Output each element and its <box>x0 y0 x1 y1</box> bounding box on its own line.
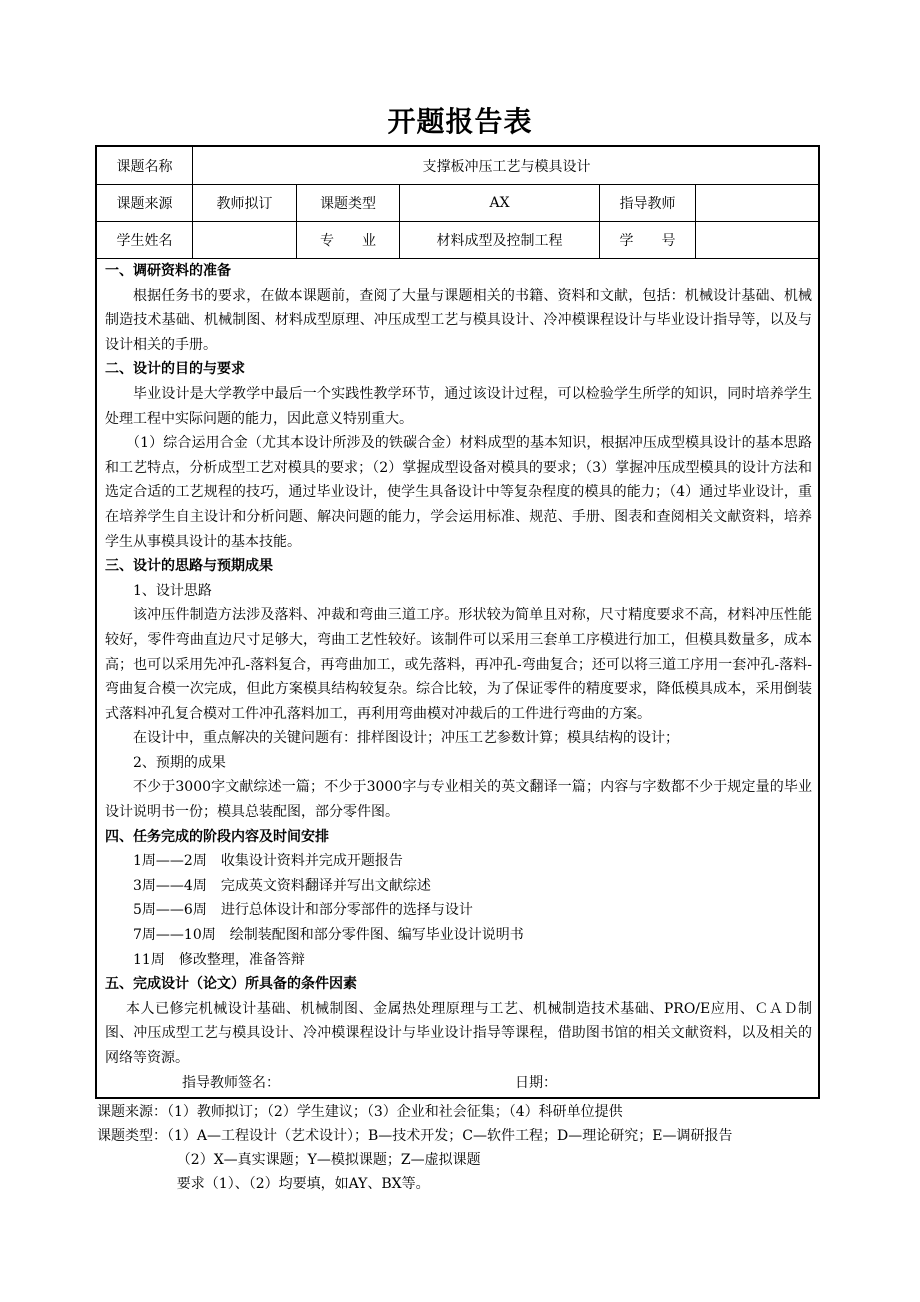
section-3-subheading-2: 2、预期的成果 <box>133 754 226 771</box>
section-1-heading: 一、调研资料的准备 <box>105 263 231 279</box>
major-label: 专 业 <box>297 221 400 258</box>
note-topic-source: 课题来源：（1）教师拟订；（2）学生建议；（3）企业和社会征集；（4）科研单位提供 <box>97 1104 623 1120</box>
section-3-paragraph-2: 在设计中，重点解决的关键问题有：排样图设计；冲压工艺参数计算；模具结构的设计； <box>133 730 679 747</box>
section-3-paragraph-1: 该冲压件制造方法涉及落料、冲裁和弯曲三道工序。形状较为简单且对称，尺寸精度要求不高，材料冲压性能较好，零件弯曲直边尺寸足够大，弯曲工艺性较好。该制件可以采用三套单工序模进行加工，但模具数量多，成本高；也可以采用先冲孔-落料复合，再弯曲加工，或先落料，再冲孔-弯曲复合；还可以将三道工序用一套冲孔-落料-弯曲复合模一次完成，但此方案模具结构较复杂。综合比较，为了保证零件的精度要求，降低模具成本，采用倒装式落料冲孔复合模对工件冲孔落料加工，再利用弯曲模对冲裁后的工件进行弯曲的方案。 <box>105 607 812 722</box>
topic-source-label: 课题来源 <box>97 184 193 221</box>
note-requirement: 要求（1）、（2）均要填，如AY、BX等。 <box>176 1176 430 1192</box>
signature-line <box>105 1071 812 1096</box>
section-2-heading: 二、设计的目的与要求 <box>105 361 245 378</box>
topic-name-label: 课题名称 <box>97 147 193 184</box>
schedule-item: 5周——6周 进行总体设计和部分零部件的选择与设计 <box>133 902 473 919</box>
note-topic-type-2: （2）X—真实课题；Y—模拟课题；Z—虚拟课题 <box>176 1152 481 1168</box>
section-4-heading: 四、任务完成的阶段内容及时间安排 <box>105 828 329 845</box>
section-3-paragraph-3: 不少于3000字文献综述一篇；不少于3000字与专业相关的英文翻译一篇；内容与字数都不少于规定量的毕业设计说明书一份；模具总装配图，部分零件图。 <box>105 779 812 821</box>
topic-name-value: 支撑板冲压工艺与模具设计 <box>422 158 591 175</box>
advisor-signature-label: 指导教师签名： <box>182 1074 280 1091</box>
report-table <box>95 145 820 1099</box>
student-name-value <box>193 221 297 258</box>
report-body <box>97 259 818 1095</box>
schedule-item: 1周——2周 收集设计资料并完成开题报告 <box>133 853 403 870</box>
page-title: 开题报告表 <box>387 105 533 138</box>
student-id-value <box>696 221 820 258</box>
section-2-paragraph-1: 毕业设计是大学教学中最后一个实践性教学环节，通过该设计过程，可以检验学生所学的知识，同时培养学生处理工程中实际问题的能力，因此意义特别重大。 <box>105 385 812 427</box>
student-name-label: 学生姓名 <box>97 221 193 258</box>
note-topic-type: 课题类型：（1）A—工程设计（艺术设计）；B—技术开发；C—软件工程；D—理论研究；E—调研报告 <box>97 1128 733 1144</box>
section-1-paragraph: 根据任务书的要求，在做本课题前，查阅了大量与课题相关的书籍、资料和文献，包括：机械设计基础、机械制造技术基础、机械制图、材料成型原理、冲压成型工艺与模具设计、冷冲模课程设计与毕业设计指导等，以及与设计相关的手册。 <box>105 287 812 353</box>
schedule-item: 11周 修改整理，准备答辩 <box>133 951 305 968</box>
advisor-value <box>696 184 820 221</box>
schedule-item: 7周——10周 绘制装配图和部分零件图、编写毕业设计说明书 <box>133 927 524 944</box>
section-5-heading: 五、完成设计（论文）所具备的条件因素 <box>105 976 357 993</box>
major-value: 材料成型及控制工程 <box>400 221 600 258</box>
section-5-paragraph: 本人已修完机械设计基础、机械制图、金属热处理原理与工艺、机械制造技术基础、PRO/E应用、ＣＡＤ制图、冲压成型工艺与模具设计、冷冲模课程设计与毕业设计指导等课程，借助图书馆的相关文献资料，以及相关的网络等资源。 <box>105 1000 812 1066</box>
schedule-item: 3周——4周 完成英文资料翻译并写出文献综述 <box>133 877 431 894</box>
advisor-label: 指导教师 <box>600 184 696 221</box>
topic-source-value: 教师拟订 <box>193 184 297 221</box>
section-3-subheading-1: 1、设计思路 <box>133 582 212 599</box>
header-row-topic <box>97 147 818 185</box>
header-row-student <box>97 221 818 259</box>
student-id-label: 学 号 <box>600 221 696 258</box>
section-2-paragraph-2: （1）综合运用合金（尤其本设计所涉及的铁碳合金）材料成型的基本知识，根据冲压成型模具设计的基本思路和工艺特点，分析成型工艺对模具的要求；（2）掌握成型设备对模具的要求；（3）掌握冲压成型模具的设计方法和选定合适的工艺规程的技巧，通过毕业设计，使学生具备设计中等复杂程度的模具的能力；（4）通过毕业设计，重在培养学生自主设计和分析问题、解决问题的能力，学会运用标准、规范、手册、图表和查阅相关文献资料，培养学生从事模具设计的基本技能。 <box>105 435 812 550</box>
header-row-source <box>97 184 818 222</box>
footnotes <box>97 1100 817 1196</box>
section-3-heading: 三、设计的思路与预期成果 <box>105 558 273 575</box>
topic-type-label: 课题类型 <box>297 184 400 221</box>
date-label: 日期： <box>515 1074 557 1091</box>
topic-type-value: AX <box>400 184 600 221</box>
